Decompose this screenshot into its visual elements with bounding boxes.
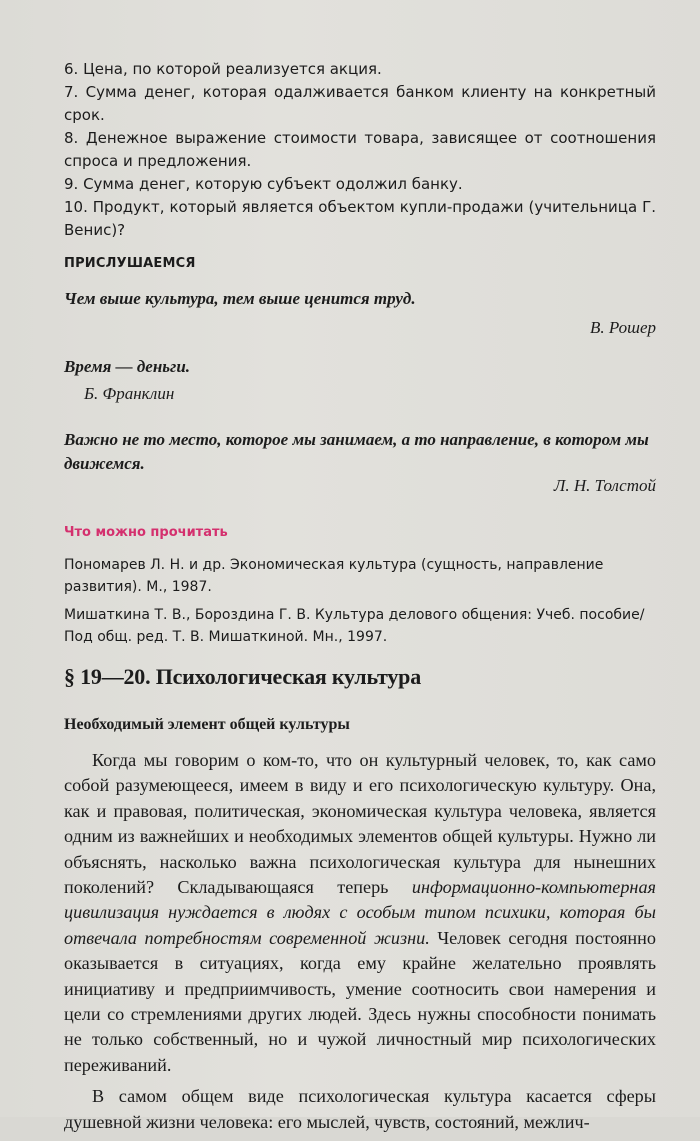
list-item: 8. Денежное выражение стоимости товара, зависящее от соотношения спроса и предложения. <box>64 129 656 170</box>
quote-text: Время — деньги. <box>64 357 191 376</box>
reading-heading: Что можно прочитать <box>64 525 228 540</box>
quote-author: Л. Н. Толстой <box>553 476 656 495</box>
emphasized-text: информационно-компьютерная цивилизация нуждается в людях с особым типом психики, которая бы отвечала потребностям современной жизни. <box>64 877 656 948</box>
list-item: 10. Продукт, который является объектом купли-продажи (учительница Г. Венис)? <box>64 198 656 239</box>
list-item: 9. Сумма денег, которую субъект одолжил банку. <box>64 175 463 193</box>
reference-item: Пономарев Л. Н. и др. Экономическая культура (сущность, направление развития). М., 1987. <box>64 557 604 595</box>
body-text <box>64 748 656 1141</box>
quote-text: Важно не то место, которое мы занимаем, а то направление, в котором мы движемся. <box>64 430 649 473</box>
paragraph <box>64 748 656 1078</box>
question-list <box>64 58 656 242</box>
list-item: 7. Сумма денег, которая одалживается банком клиенту на конкретный срок. <box>64 83 656 124</box>
reference-list <box>64 554 656 654</box>
subsection-title: Необходимый элемент общей культуры <box>64 716 350 733</box>
paragraph-text: Человек сегодня постоянно оказывается в ситуациях, когда ему крайне желательно проявлять инициативу и предприимчивость, умение соотносить свои намерения и цели со стремлениями других людей. Здесь нужны способности понимать не только собственный, но и чужой личностный мир психологических переживаний. <box>64 927 656 1075</box>
quote-text: Чем выше культура, тем выше ценится труд. <box>64 289 416 308</box>
reference-item: Мишаткина Т. В., Бороздина Г. В. Культура делового общения: Учеб. пособие/Под общ. ред. Т. В. Мишаткиной. Мн., 1997. <box>64 607 645 645</box>
section-title: § 19—20. Психологическая культура <box>64 664 421 689</box>
paragraph-text: Когда мы говорим о ком-то, что он культурный человек, то, как само собой разумеющееся, имеем в виду и его психологическую культуру. Она, как и правовая, политическая, экономическая культура человека, является одним из важнейших и необходимых элементов общей культуры. Нужно ли объяснять, насколько важна психологическая культура для нынешних поколений? Складывающаяся теперь <box>64 750 656 898</box>
quote-author: В. Рошер <box>589 318 656 337</box>
list-item: 6. Цена, по которой реализуется акция. <box>64 60 382 78</box>
listen-heading: ПРИСЛУШАЕМСЯ <box>64 256 196 271</box>
paragraph: В самом общем виде психологическая культура касается сферы душевной жизни человека: его мыслей, чувств, состояний, межлич- <box>64 1086 656 1132</box>
quote-author: Б. Франклин <box>84 384 175 403</box>
